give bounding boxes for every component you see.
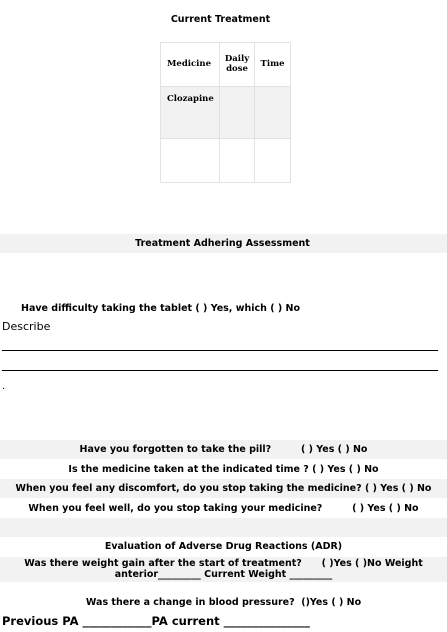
- question-text: Have you forgotten to take the pill?: [79, 444, 272, 455]
- time-cell[interactable]: [255, 139, 291, 183]
- table-row: [161, 139, 291, 183]
- medicine-table: [160, 42, 291, 183]
- daily-dose-cell[interactable]: [220, 87, 255, 139]
- pa-line[interactable]: Previous PA ____________PA current _______________: [2, 614, 310, 628]
- adherence-title: Treatment Adhering Assessment: [135, 238, 310, 249]
- question-forgot-pill[interactable]: [0, 444, 447, 455]
- difficulty-question[interactable]: Have difficulty taking the tablet ( ) Yes, which ( ) No: [21, 303, 300, 314]
- column-header-medicine: Medicine: [161, 43, 220, 87]
- yes-no-options[interactable]: ( ) Yes ( ) No: [300, 444, 368, 455]
- question-indicated-time[interactable]: [0, 464, 447, 475]
- column-header-daily-dose: Daily dose: [220, 43, 255, 87]
- describe-label: Describe: [2, 320, 51, 333]
- question-feel-well[interactable]: [0, 503, 447, 514]
- column-header-time: Time: [255, 43, 291, 87]
- question-discomfort[interactable]: [0, 483, 447, 494]
- yes-no-options[interactable]: ( ) Yes ( ) No: [364, 483, 432, 494]
- blood-pressure-question[interactable]: Was there a change in blood pressure? ()Yes ( ) No: [85, 597, 362, 608]
- table-row: [161, 87, 291, 139]
- medicine-cell: Clozapine: [161, 87, 220, 139]
- weight-question-line-1[interactable]: Was there weight gain after the start of treatment? ( )Yes ( )No Weight: [24, 558, 423, 569]
- current-treatment-title: Current Treatment: [170, 14, 271, 25]
- empty-band: [0, 518, 447, 537]
- yes-no-options[interactable]: ( ) Yes ( ) No: [352, 503, 419, 514]
- yes-no-options[interactable]: ( ) Yes ( ) No: [312, 464, 379, 475]
- medicine-cell[interactable]: [161, 139, 220, 183]
- question-text: When you feel any discomfort, do you stop taking the medicine?: [15, 483, 362, 494]
- daily-dose-cell[interactable]: [220, 139, 255, 183]
- adr-title: Evaluation of Adverse Drug Reactions (ADR): [104, 541, 343, 552]
- stray-dot: .: [2, 381, 6, 392]
- table-header-row: [161, 43, 291, 87]
- question-text: When you feel well, do you stop taking your medicine?: [28, 503, 323, 514]
- weight-question-line-2[interactable]: anterior_________ Current Weight _________: [114, 569, 333, 580]
- time-cell[interactable]: [255, 87, 291, 139]
- question-text: Is the medicine taken at the indicated time ?: [68, 464, 309, 475]
- describe-answer-line-1[interactable]: [2, 350, 438, 351]
- describe-answer-line-2[interactable]: [2, 370, 438, 371]
